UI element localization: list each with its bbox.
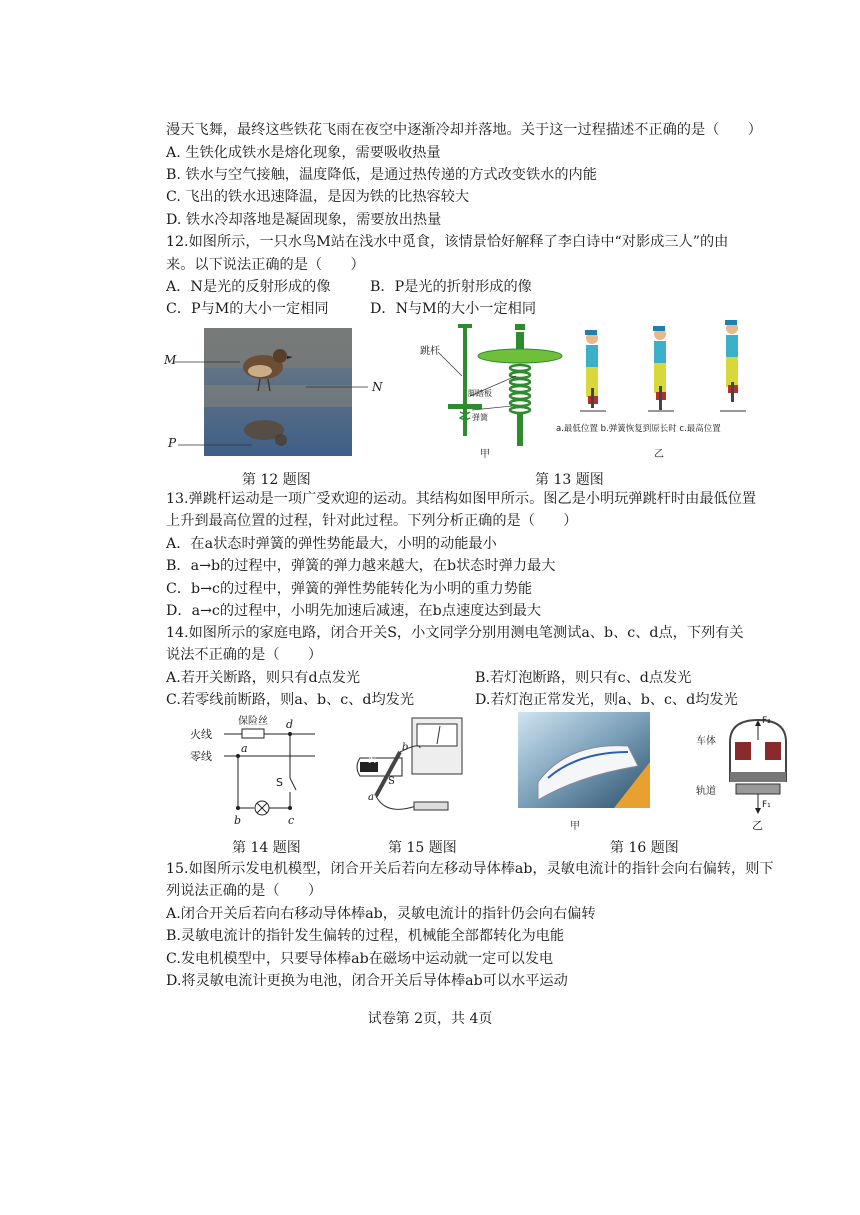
label-rod: 跳杆 <box>420 346 440 357</box>
label-f2: F₂ <box>762 716 771 726</box>
bird-photo <box>160 325 390 465</box>
q14-stem-line2: 说法不正确的是（ ） <box>166 647 323 663</box>
q11-option-c: C. 飞出的铁水迅速降温，是因为铁的比热容较大 <box>166 189 470 205</box>
q14-option-d: D.若灯泡正常发光，则a、b、c、d均发光 <box>475 692 738 708</box>
label-car-body: 车体 <box>696 736 716 747</box>
label-track: 轨道 <box>696 786 716 797</box>
label-switch-s: S <box>276 776 283 789</box>
label-rod-b: b <box>402 742 409 753</box>
figure-14-caption: 第 14 题图 <box>232 840 301 856</box>
q12-option-b: B．P是光的折射形成的像 <box>370 279 532 295</box>
q12-option-a: A．N是光的反射形成的像 <box>166 279 331 295</box>
generator-model <box>352 712 467 832</box>
label-pedal: 脚踏板 <box>468 389 492 398</box>
q13-option-d: D．a→c的过程中，小明先加速后减速，在b点速度达到最大 <box>166 603 542 619</box>
q13-option-a: A．在a状态时弹簧的弹性势能最大，小明的动能最小 <box>166 536 497 552</box>
label-c: c <box>288 814 295 827</box>
kid-c <box>720 320 746 411</box>
q13-stem-line2: 上升到最高位置的过程，针对此过程。下列分析正确的是（ ） <box>166 513 578 529</box>
figure-13-sub-b: 乙 <box>654 449 664 460</box>
label-zero-wire: 零线 <box>190 750 212 763</box>
figure-13-caption: 第 13 题图 <box>535 472 604 488</box>
q14-option-c: C.若零线前断路，则a、b、c、d均发光 <box>166 692 415 708</box>
figure-13-sub-a: 甲 <box>480 449 490 460</box>
state-labels: a.最低位置 b.弹簧恢复到原长时 c.最高位置 <box>556 424 721 434</box>
figure-16-photo <box>518 712 650 808</box>
label-fuse: 保险丝 <box>238 716 268 727</box>
figure-15-caption: 第 15 题图 <box>388 840 457 856</box>
q15-option-a: A.闭合开关后若向右移动导体棒ab，灵敏电流计的指针仍会向右偏转 <box>166 906 596 922</box>
label-a: a <box>241 742 248 755</box>
kid-a <box>580 330 606 411</box>
figure-12-caption: 第 12 题图 <box>242 472 311 488</box>
q14-stem-line1: 14.如图所示的家庭电路，闭合开关S，小文同学分别用测电笔测试a、b、c、d点，下列有关 <box>166 625 744 641</box>
q15-option-d: D.将灵敏电流计更换为电池，闭合开关后导体棒ab可以水平运动 <box>166 973 568 989</box>
high-speed-train-photo <box>518 712 650 808</box>
label-b: b <box>234 814 242 827</box>
page-footer: 试卷第 2页，共 4页 <box>367 1011 493 1027</box>
q12-option-d: D．N与M的大小一定相同 <box>370 301 537 317</box>
q15-stem-line2: 列说法正确的是（ ） <box>166 883 323 899</box>
q11-option-d: D. 铁水冷却落地是凝固现象，需要放出热量 <box>166 212 442 228</box>
q12-option-c: C．P与M的大小一定相同 <box>166 301 329 317</box>
figure-15 <box>352 712 467 832</box>
label-magnet-s: S <box>388 776 395 787</box>
label-spring: 弹簧 <box>472 413 488 422</box>
maglev-diagram <box>700 712 790 822</box>
q13-option-c: C．b→c的过程中，弹簧的弹性势能转化为小明的重力势能 <box>166 581 533 597</box>
q12-stem-line2: 来。以下说法正确的是（ ） <box>166 257 365 273</box>
q13-stem-line1: 13.弹跳杆运动是一项广受欢迎的运动。其结构如图甲所示。图乙是小明玩弹跳杆时由最低位置 <box>166 491 757 507</box>
q11-option-b: B. 铁水与空气接触，温度降低，是通过热传递的方式改变铁水的内能 <box>166 167 597 183</box>
figure-14 <box>190 712 320 832</box>
q12-stem-line1: 12.如图所示，一只水鸟M站在浅水中觅食，该情景恰好解释了李白诗中“对影成三人”的由 <box>166 234 729 250</box>
figure-16-sub-a: 甲 <box>570 821 580 832</box>
label-p: P <box>168 436 177 450</box>
figure-16-sub-b: 乙 <box>752 819 763 832</box>
q11-stem-tail: 漫天飞舞，最终这些铁花飞雨在夜空中逐渐冷却并落地。关于这一过程描述不正确的是（ ） <box>166 122 762 138</box>
label-rod-a: a <box>368 792 374 803</box>
q11-option-a: A. 生铁化成铁水是熔化现象，需要吸收热量 <box>166 145 441 161</box>
figure-12 <box>160 325 390 465</box>
q13-option-b: B．a→b的过程中，弹簧的弹力越来越大，在b状态时弹力最大 <box>166 558 556 574</box>
label-d: d <box>286 718 294 731</box>
label-magnet-n: N <box>368 755 377 766</box>
q15-option-c: C.发电机模型中，只要导体棒ab在磁场中运动就一定可以发电 <box>166 951 554 967</box>
kid-b <box>648 326 674 411</box>
label-fire-wire: 火线 <box>190 728 212 741</box>
label-n: N <box>372 380 383 394</box>
q15-stem-line1: 15.如图所示发电机模型，闭合开关后若向左移动导体棒ab，灵敏电流计的指针会向右偏转，则下 <box>166 861 774 877</box>
figure-16-caption: 第 16 题图 <box>610 840 679 856</box>
label-f1: F₁ <box>762 800 771 810</box>
q14-option-b: B.若灯泡断路，则只有c、d点发光 <box>475 670 692 686</box>
q14-option-a: A.若开关断路，则只有d点发光 <box>166 670 361 686</box>
label-m: M <box>164 353 177 367</box>
figure-13 <box>420 318 770 463</box>
figure-16-diagram <box>696 712 790 822</box>
q15-option-b: B.灵敏电流计的指针发生偏转的过程，机械能全部都转化为电能 <box>166 928 565 944</box>
